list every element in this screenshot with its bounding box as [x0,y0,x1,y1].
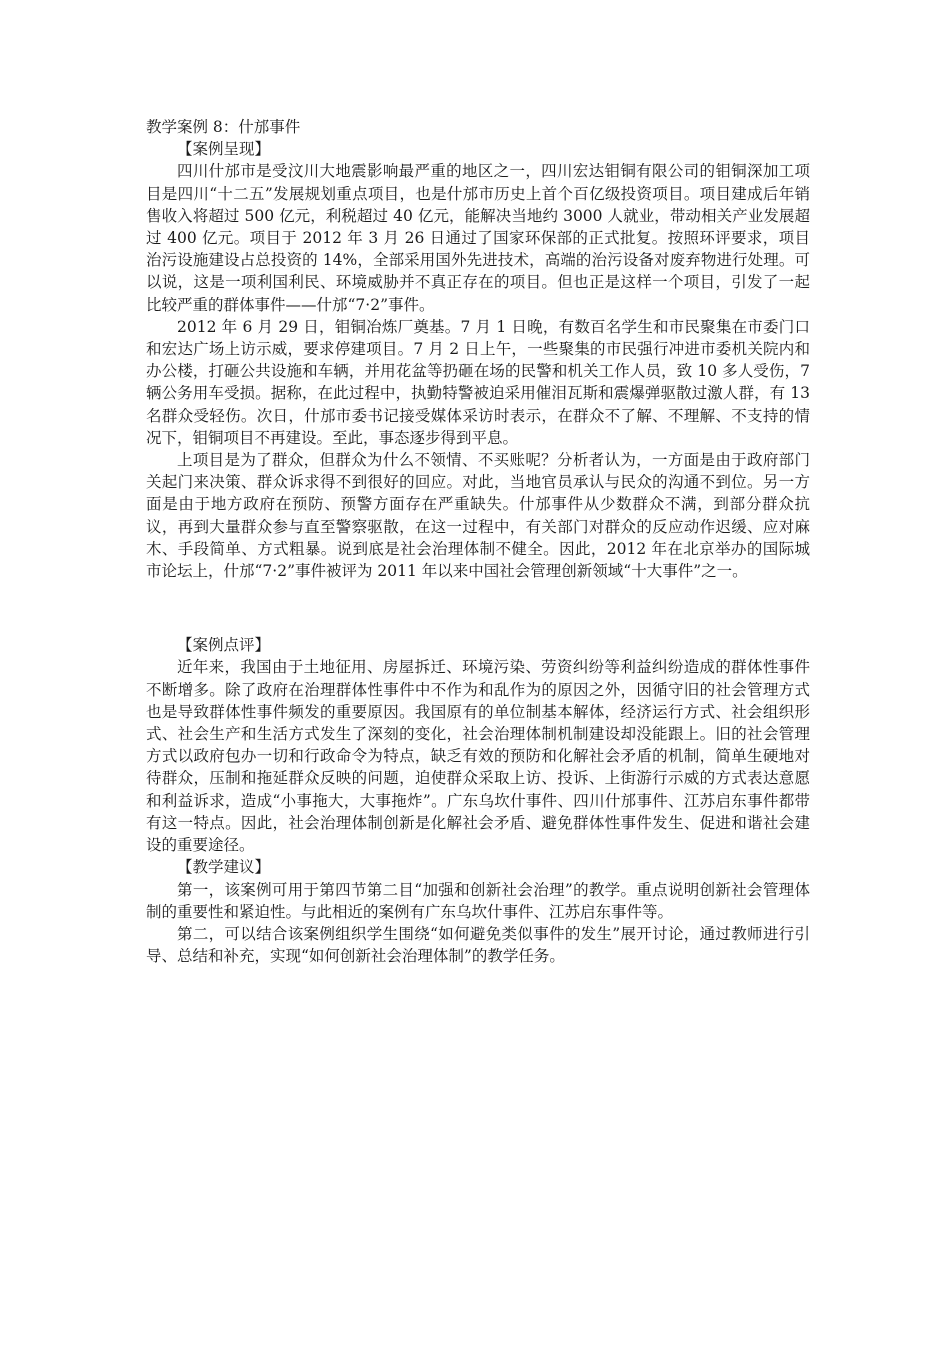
section-heading-case-presentation: 【案例呈现】 [177,140,271,159]
case-paragraph-3: 上项目是为了群众，但群众为什么不领情、不买账呢？分析者认为，一方面是由于政府部门关起门来决策、群众诉求得不到很好的回应。对此，当地官员承认与民众的沟通不到位。另一方面是由于地方政府在预防、预警方面存在严重缺失。什邡事件从少数群众不满，到部分群众抗议，再到大量群众参与直至警察驱散，在这一过程中，有关部门对群众的反应动作迟缓、应对麻木、手段简单、方式粗暴。说到底是社会治理体制不健全。因此，2012 年在北京举办的国际城市论坛上，什邡“7·2”事件被评为 2011 年以来中国社会管理创新领域“十大事件”之一。 [146,451,810,581]
case-paragraph-1: 四川什邡市是受汶川大地震影响最严重的地区之一，四川宏达钼铜有限公司的钼铜深加工项目是四川“十二五”发展规划重点项目，也是什邡市历史上首个百亿级投资项目。项目建成后年销售收入将超过 500 亿元，利税超过 40 亿元，能解决当地约 3000 人就业，带动相关产业发展超过 400 亿元。项目于 2012 年 3 月 26 日通过了国家环保部的正式批复。按照环评要求，项目治污设施建设占总投资的 14%，全部采用国外先进技术，高端的治污设备对废弃物进行处理。可以说，这是一项利国利民、环境威胁并不真正存在的项目。但也正是这样一个项目，引发了一起比较严重的群体事件——什邡“7·2”事件。 [146,162,810,314]
section-heading-case-review: 【案例点评】 [177,636,271,655]
section-spacer [146,582,810,634]
review-paragraph-1: 近年来，我国由于土地征用、房屋拆迁、环境污染、劳资纠纷等利益纠纷造成的群体性事件不断增多。除了政府在治理群体性事件中不作为和乱作为的原因之外，因循守旧的社会管理方式也是导致群体性事件频发的重要原因。我国原有的单位制基本解体，经济运行方式、社会组织形式、社会生产和生活方式发生了深刻的变化，社会治理体制机制建设却没能跟上。旧的社会管理方式以政府包办一切和行政命令为特点，缺乏有效的预防和化解社会矛盾的机制，简单生硬地对待群众，压制和拖延群众反映的问题，迫使群众采取上访、投诉、上街游行示威的方式表达意愿和利益诉求，造成“小事拖大，大事拖炸”。广东乌坎什事件、四川什邡事件、江苏启东事件都带有这一特点。因此，社会治理体制创新是化解社会矛盾、避免群体性事件发生、促进和谐社会建设的重要途径。 [146,658,810,855]
case-paragraph-2: 2012 年 6 月 29 日，钼铜冶炼厂奠基。7 月 1 日晚，有数百名学生和市民聚集在市委门口和宏达广场上访示威，要求停建项目。7 月 2 日上午，一些聚集的市民强行冲进市委机关院内和办公楼，打砸公共设施和车辆，并用花盆等扔砸在场的民警和机关工作人员，致 10 多人受伤，7 辆公务用车受损。据称，在此过程中，执勤特警被迫采用催泪瓦斯和震爆弹驱散过激人群，有 13 名群众受轻伤。次日，什邡市委书记接受媒体采访时表示，在群众不了解、不理解、不支持的情况下，钼铜项目不再建设。至此，事态逐步得到平息。 [146,317,810,447]
document-page [146,116,810,967]
section-heading-teaching-advice: 【教学建议】 [177,858,271,877]
advice-paragraph-1: 第一，该案例可用于第四节第二目“加强和创新社会治理”的教学。重点说明创新社会管理体制的重要性和紧迫性。与此相近的案例有广东乌坎什事件、江苏启东事件等。 [146,880,810,921]
advice-paragraph-2: 第二，可以结合该案例组织学生围绕“如何避免类似事件的发生”展开讨论，通过教师进行引导、总结和补充，实现“如何创新社会治理体制”的教学任务。 [146,924,810,966]
document-title: 教学案例 8：什邡事件 [146,118,301,136]
